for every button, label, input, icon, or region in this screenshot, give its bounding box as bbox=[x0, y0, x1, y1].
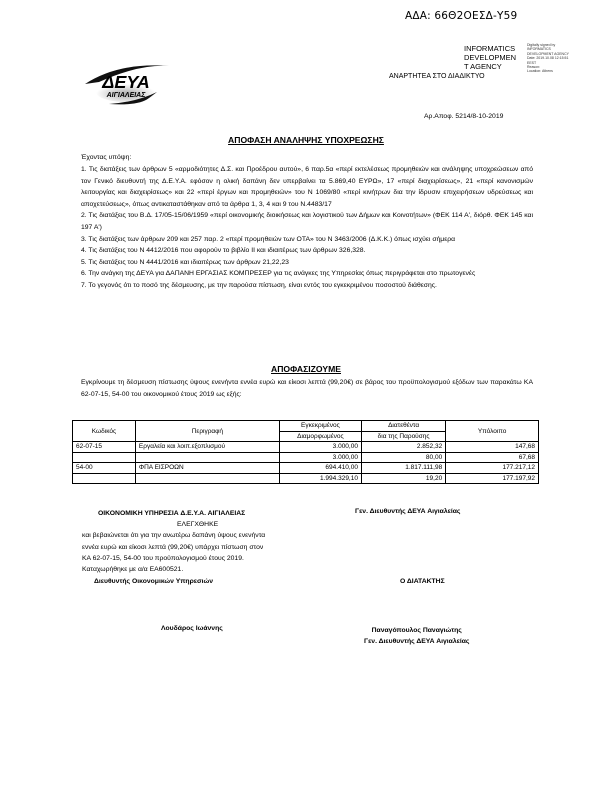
signature-detail-line: DEVELOPMENT AGENCY bbox=[527, 51, 569, 56]
clause-item: 6. Την ανάγκη της ΔΕΥΑ για ΔΑΠΑΝΗ ΕΡΓΑΣΙΑΣ ΚΟΜΠΡΕΣΕΡ για τις ανάγκες της Υπηρεσίας όπως περιγράφεται στο πρωτογενές bbox=[81, 270, 476, 278]
certification-line: εννέα ευρώ και είκοσι λεπτά (99,20€) υπάρχει πίστωση στον bbox=[82, 543, 264, 551]
clauses-list bbox=[81, 164, 533, 292]
signature-detail-line: EEST bbox=[527, 60, 537, 65]
signer-line: T AGENCY bbox=[464, 62, 502, 71]
finance-service-block bbox=[82, 508, 265, 575]
table-header-row bbox=[73, 421, 539, 432]
clause-item: 4. Τις διατάξεις του Ν 4412/2016 που αφορούν το βιβλίο ΙΙ και ιδιαιτέρως των άρθρων 326,328. bbox=[81, 247, 366, 255]
general-director-role: Γεν. Διευθυντής ΔΕΥΑ Αιγιαλείας bbox=[364, 638, 470, 645]
cell-code: 54-00 bbox=[73, 463, 136, 474]
header-remaining: Υπόλοιπο bbox=[446, 421, 539, 442]
cell-approved: 694.410,00 bbox=[279, 463, 361, 474]
cell-code: 62-07-15 bbox=[73, 442, 136, 453]
certification-line: ΚΑ 62-07-15, 54-00 του προϋπολογισμού έτους 2019. bbox=[82, 554, 244, 562]
clause-item: 5. Τις διατάξεις του Ν 4441/2016 και ιδιαιτέρως των άρθρων 21,22,23 bbox=[81, 258, 289, 266]
signer-line: DEVELOPMEN bbox=[464, 53, 517, 62]
header-description: Περιγραφή bbox=[135, 421, 279, 442]
budget-table bbox=[72, 420, 539, 484]
checked-label: ΕΛΕΓΧΘΗΚΕ bbox=[177, 521, 219, 529]
signature-detail-line: Digitally signed by bbox=[527, 43, 556, 47]
decision-heading: ΑΠΟΦΑΣΙΖΟΥΜΕ bbox=[271, 364, 341, 374]
cell-available: 19,20 bbox=[361, 473, 445, 484]
publish-notice: ΑΝΑΡΤΗΤΕΑ ΣΤΟ ΔΙΑΔΙΚΤΥΟ bbox=[389, 73, 485, 80]
finance-director-title: Διευθυντής Οικονομικών Υπηρεσιών bbox=[94, 578, 214, 585]
cell-remaining: 67,68 bbox=[446, 452, 539, 463]
certification-line: Καταχωρήθηκε με α/α ΕΑ600521. bbox=[82, 566, 184, 574]
intro-text: Έχοντας υπόψη: bbox=[81, 154, 132, 161]
general-director-signature bbox=[364, 625, 469, 647]
cell-remaining: 177.217,12 bbox=[446, 463, 539, 474]
general-director-name: Παναγόπουλος Παναγιώτης bbox=[371, 627, 462, 634]
cell-remaining: 147,68 bbox=[446, 442, 539, 453]
logo-text-top: ΔΕΥΑ bbox=[102, 72, 150, 92]
ada-code: ΑΔΑ: 66Θ2ΟΕΣΔ-Υ59 bbox=[405, 10, 518, 22]
finance-service-heading: ΟΙΚΟΝΟΜΙΚΗ ΥΠΗΡΕΣΙΑ Δ.Ε.Υ.Α. ΑΙΓΙΑΛΕΙΑΣ bbox=[98, 510, 246, 517]
clause-item: 2. Τις διατάξεις του Β.Δ. 17/05-15/06/1959 «περί οικονομικής διοικήσεως και λογιστικού των Δήμων και Κοινοτήτων» (ΦΕΚ 114 Α', διόρθ. ΦΕΚ 145 και 197 Α') bbox=[81, 212, 533, 231]
document-title: ΑΠΟΦΑΣΗ ΑΝΑΛΗΨΗΣ ΥΠΟΧΡΕΩΣΗΣ bbox=[228, 135, 384, 145]
clause-item: 1. Τις διατάξεις των άρθρων 5 «αρμοδιότητες Δ.Σ. και Προέδρου αυτού», 6 παρ.5α «περί εκτελέσεως προμηθειών και ανάληψης υποχρεώσεων από τον Γενικό διευθυντή της Δ.Ε.Υ.Α. εφόσον η ολική δαπάνη δεν υπερβαίνει τα 5.869,40 ΕΥΡΩ», 17 «περί διαχειρίσεως», 21 «περί κανονισμών λειτουργίας και διαχειρίσεως» και 22 «περί έργων και προμηθειών» του Ν 1069/80 «περί κινήτρων δια την ίδρυσιν επιχειρήσεων υδρεύσεως και αποχετεύσεως», όπως αντικαταστάθηκαν από τα άρθρα 1, 3, 4 και 9 του Ν.4483/17 bbox=[81, 166, 533, 208]
signature-detail-line: INFORMATICS bbox=[527, 47, 551, 52]
clause-item: 7. Το γεγονός ότι το ποσό της δέσμευσης, με την παρούσα πίστωση, είναι εντός του εγκεκριμένου ποσοστού διάθεσης. bbox=[81, 281, 437, 289]
cell-description bbox=[135, 473, 279, 484]
signature-detail-line: Reason: bbox=[527, 65, 541, 70]
header-available: Διατεθέντα bbox=[361, 421, 445, 432]
signature-detail-line: Location: Athens bbox=[527, 69, 553, 74]
cell-description bbox=[135, 452, 279, 463]
cell-available: 2.852,32 bbox=[361, 442, 445, 453]
cell-approved: 3.000,00 bbox=[279, 452, 361, 463]
deya-logo bbox=[79, 62, 173, 106]
authorizing-officer-title: Ο ΔΙΑΤΑΚΤΗΣ bbox=[400, 578, 445, 585]
clause-item: 3. Τις διατάξεις των άρθρων 209 και 257 παρ. 2 «περί προμηθειών των ΟΤΑ» του Ν 3463/2006 (Δ.Κ.Κ.) όπως ισχύει σήμερα bbox=[81, 235, 456, 243]
header-available-sub: δια της Παρούσης bbox=[361, 431, 445, 442]
decision-text: Εγκρίνουμε τη δέσμευση πίστωσης ύψους ενενήντα εννέα ευρώ και είκοσι λεπτά (99,20€) σε βάρος του προϋπολογισμού εξόδων των παρακάτω ΚΑ 62-07-15, 54-00 του οικονομικού έτους 2019 ως εξής: bbox=[81, 379, 533, 398]
general-director-heading: Γεν. Διευθυντής ΔΕΥΑ Αιγιαλείας bbox=[355, 508, 461, 515]
table-row bbox=[73, 473, 539, 484]
cell-approved: 1.994.329,10 bbox=[279, 473, 361, 484]
cell-code bbox=[73, 452, 136, 463]
table-row bbox=[73, 463, 539, 474]
table-row bbox=[73, 452, 539, 463]
cell-description: Εργαλεία και λοιπ.εξοπλισμού bbox=[135, 442, 279, 453]
cell-available: 1.817.111,98 bbox=[361, 463, 445, 474]
cell-remaining: 177.197,92 bbox=[446, 473, 539, 484]
signature-detail-line: Date: 2019.10.08 12:15:51 bbox=[527, 56, 569, 61]
digital-signature-details bbox=[527, 43, 577, 74]
header-code: Κωδικός bbox=[73, 421, 136, 442]
table-row bbox=[73, 442, 539, 453]
finance-director-name: Λουδάρος Ιωάννης bbox=[161, 625, 223, 632]
header-approved-sub: Διαμορφωμένος bbox=[279, 431, 361, 442]
cell-code bbox=[73, 473, 136, 484]
signer-name bbox=[464, 44, 524, 71]
logo-text-bottom: ΑΙΓΙΑΛΕΙΑΣ bbox=[106, 92, 146, 99]
cell-available: 80,00 bbox=[361, 452, 445, 463]
decision-number: Αρ.Αποφ. 5214/8-10-2019 bbox=[424, 113, 504, 120]
header-approved: Εγκεκριμένος bbox=[279, 421, 361, 432]
certification-line: και βεβαιώνεται ότι για την ανωτέρω δαπάνη ύψους ενενήντα bbox=[82, 532, 266, 540]
signer-line: INFORMATICS bbox=[464, 44, 516, 53]
cell-approved: 3.000,00 bbox=[279, 442, 361, 453]
cell-description: ΦΠΑ ΕΙΣΡΟΩΝ bbox=[135, 463, 279, 474]
